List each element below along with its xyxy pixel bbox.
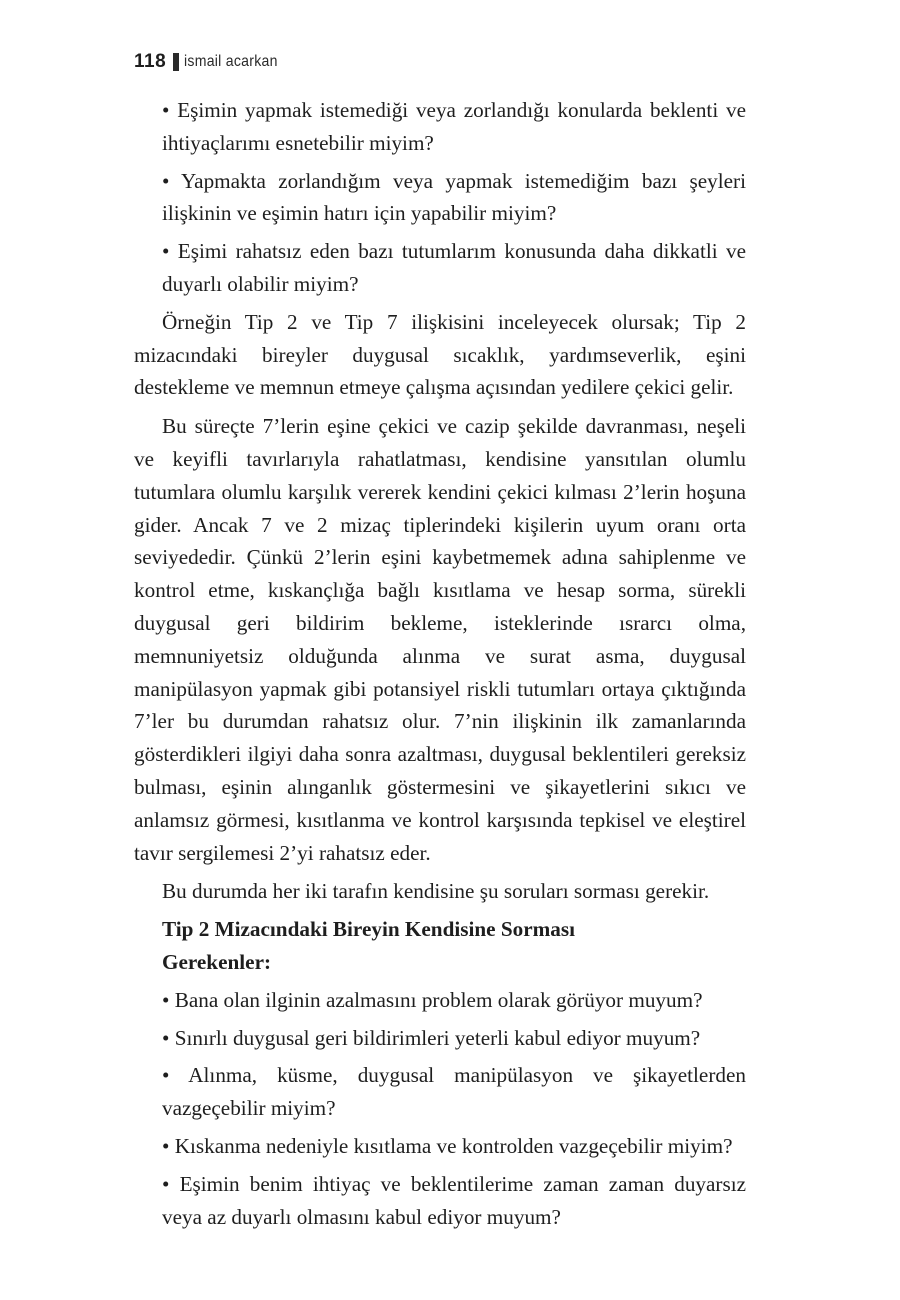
question-bullet: • Sınırlı duygusal geri bildirimleri yeterli kabul ediyor muyum? (162, 1025, 701, 1050)
section-subheading: Tip 2 Mizacındaki Bireyin Kendisine Sorması (162, 917, 576, 942)
page-body (134, 94, 746, 1233)
body-paragraph: Bu süreçte 7’lerin eşine çekici ve cazip şekilde davranması, neşeli ve keyifli tavırlarıyla rahatlatması, kendisine yansıtılan olumlu tutumlara olumlu karşılık vererek kendini çekici kılması 2’lerin hoşuna gider. Ancak 7 ve 2 mizaç tiplerindeki kişilerin uyum oranı orta seviyededir. Çünkü 2’lerin eşini kaybetmemek adına sahiplenme ve kontrol etme, kıskançlığa bağlı kısıtlama ve hesap sorma, sürekli duygusal geri bildirim bekleme, isteklerinde ısrarcı olma, memnuniyetsiz olduğunda alınma ve surat asma, duygusal manipülasyon yapmak gibi potansiyel riskli tutumları ortaya çıktığında 7’ler bu durumdan rahatsız olur. 7’nin ilişkinin ilk zamanlarında gösterdikleri ilgiyi daha sonra azaltması, duygusal beklentileri gereksiz bulması, eşinin alınganlık göstermesini ve şikayetlerini sıkıcı ve anlamsız görmesi, kısıtlanma ve kontrol karşısında tepkisel ve eleştirel tavır sergilemesi 2’yi rahatsız eder. (134, 414, 746, 865)
question-bullet: • Eşimin benim ihtiyaç ve beklentilerime zaman zaman duyarsız veya az duyarlı olmasını kabul ediyor muyum? (162, 1171, 746, 1229)
running-header (134, 50, 291, 74)
header-divider-bar (173, 53, 179, 71)
section-subheading-continued: Gerekenler: (162, 949, 272, 974)
question-bullet: • Eşimin yapmak istemediği veya zorlandığı konularda beklenti ve ihtiyaçlarımı esnetebilir miyim? (162, 98, 746, 155)
question-bullet: • Alınma, küsme, duygusal manipülasyon ve şikayetlerden vazgeçebilir miyim? (162, 1063, 746, 1121)
body-paragraph: Örneğin Tip 2 ve Tip 7 ilişkisini inceleyecek olursak; Tip 2 mizacındaki bireyler duygusal sıcaklık, yardımseverlik, eşini destekleme ve memnun etmeye çalışma açısından yedilere çekici gelir. (134, 309, 746, 400)
page-number: 118 (134, 51, 167, 72)
author-name: ismail acarkan (184, 53, 278, 70)
question-bullet: • Eşimi rahatsız eden bazı tutumlarım konusunda daha dikkatli ve duyarlı olabilir miyim? (162, 239, 746, 296)
question-bullet: • Bana olan ilginin azalmasını problem olarak görüyor muyum? (162, 987, 703, 1012)
question-bullet: • Kıskanma nedeniyle kısıtlama ve kontrolden vazgeçebilir miyim? (162, 1133, 733, 1158)
body-paragraph: Bu durumda her iki tarafın kendisine şu soruları sorması gerekir. (162, 879, 710, 904)
question-bullet: • Yapmakta zorlandığım veya yapmak istemediğim bazı şeyleri ilişkinin ve eşimin hatırı için yapabilir miyim? (162, 168, 746, 226)
